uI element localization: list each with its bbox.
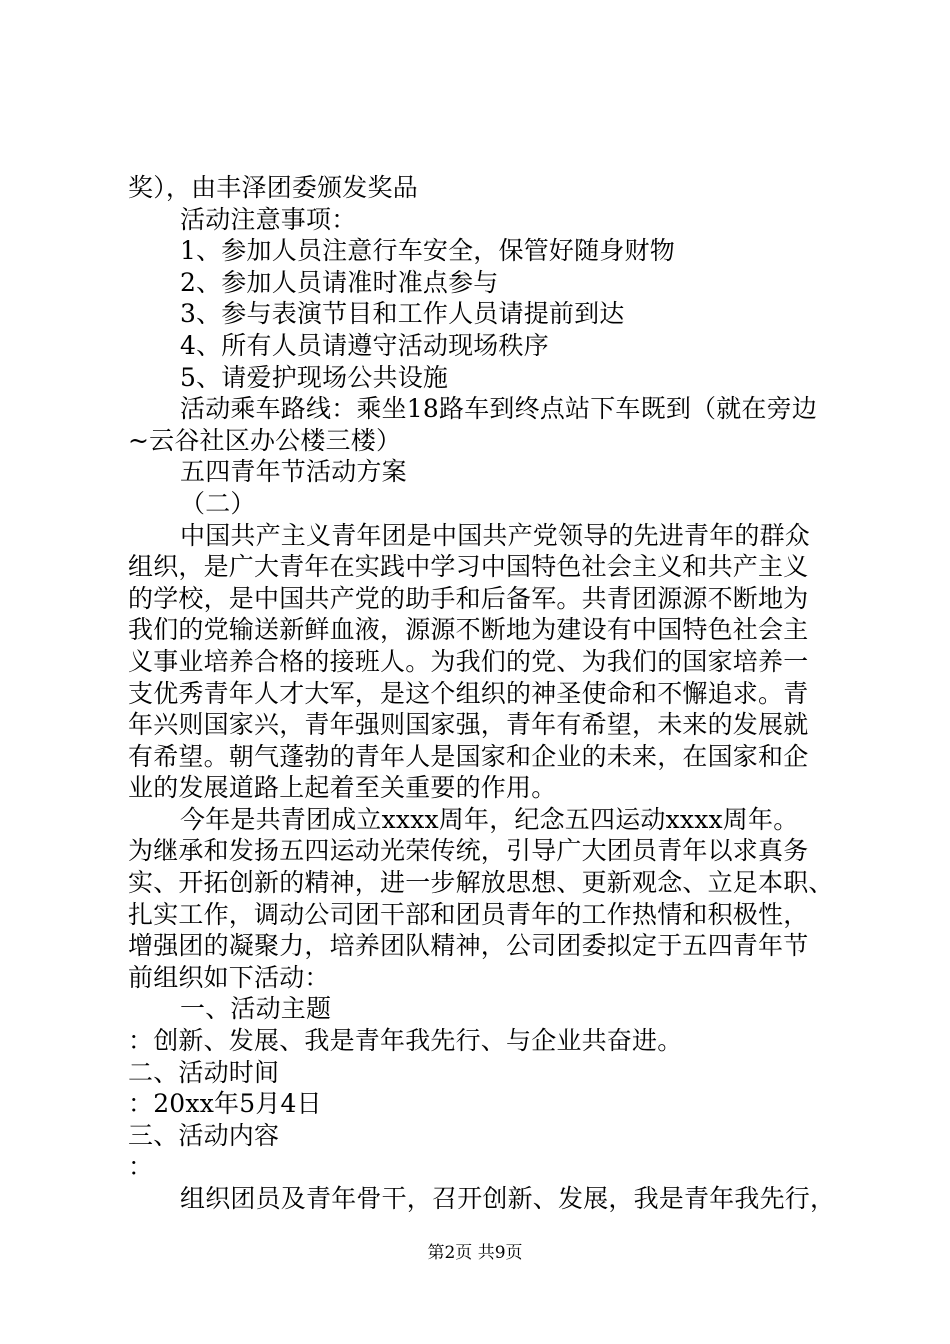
document-body <box>128 172 836 1215</box>
section-number: （二） <box>180 488 256 518</box>
heading-content: 三、活动内容 <box>128 1120 280 1150</box>
paragraph-line: 组织团员及青年骨干，召开创新、发展，我是青年我先行， <box>180 1184 836 1213</box>
section-title: 五四青年节活动方案 <box>180 457 407 487</box>
page-number-footer: 第2页 共9页 <box>427 1243 523 1263</box>
text-line: ：20xx年5月4日 <box>128 1089 322 1119</box>
paragraph-line: 为继承和发扬五四运动光荣传统，引导广大团员青年以求真务 <box>128 836 809 866</box>
paragraph-line: 业的发展道路上起着至关重要的作用。 <box>128 773 557 803</box>
paragraph-line: 实、开拓创新的精神，进一步解放思想、更新观念、立足本职、 <box>128 868 834 898</box>
text-line: 4、所有人员请遵守活动现场秩序 <box>180 330 549 360</box>
paragraph-line: 增强团的凝聚力，培养团队精神，公司团委拟定于五四青年节 <box>128 931 809 961</box>
paragraph-line: 义事业培养合格的接班人。为我们的党、为我们的国家培养一 <box>128 646 809 676</box>
text-line: 2、参加人员请准时准点参与 <box>180 267 499 297</box>
paragraph-line: 扎实工作，调动公司团干部和团员青年的工作热情和积极性， <box>128 899 809 929</box>
text-line: ~云谷社区办公楼三楼） <box>128 425 402 455</box>
text-line: ： <box>128 1152 154 1182</box>
heading-time: 二、活动时间 <box>128 1057 280 1087</box>
paragraph-line: 有希望。朝气蓬勃的青年人是国家和企业的未来，在国家和企 <box>128 741 809 771</box>
text-line: 活动注意事项： <box>180 204 357 234</box>
text-line: 活动乘车路线：乘坐18路车到终点站下车既到（就在旁边 <box>180 394 818 424</box>
paragraph-line: 的学校，是中国共产党的助手和后备军。共青团源源不断地为 <box>128 583 809 613</box>
text-line: 5、请爱护现场公共设施 <box>180 362 449 392</box>
paragraph-line: 年兴则国家兴，青年强则国家强，青年有希望，未来的发展就 <box>128 710 809 740</box>
text-line: 奖），由丰泽团委颁发奖品 <box>128 173 418 202</box>
paragraph-line: 我们的党输送新鲜血液，源源不断地为建设有中国特色社会主 <box>128 615 809 645</box>
paragraph-line: 中国共产主义青年团是中国共产党领导的先进青年的群众 <box>180 520 811 550</box>
paragraph-line: 前组织如下活动： <box>128 962 330 992</box>
paragraph-line: 支优秀青年人才大军，是这个组织的神圣使命和不懈追求。青 <box>128 678 809 708</box>
text-line: 3、参与表演节目和工作人员请提前到达 <box>180 299 625 329</box>
heading-theme: 一、活动主题 <box>180 994 332 1024</box>
text-line: 1、参加人员注意行车安全，保管好随身财物 <box>180 236 675 266</box>
paragraph-line: 组织，是广大青年在实践中学习中国特色社会主义和共产主义 <box>128 552 809 582</box>
text-line: ：创新、发展、我是青年我先行、与企业共奋进。 <box>128 1026 683 1056</box>
paragraph-line: 今年是共青团成立xxxx周年，纪念五四运动xxxx周年。 <box>180 804 799 834</box>
